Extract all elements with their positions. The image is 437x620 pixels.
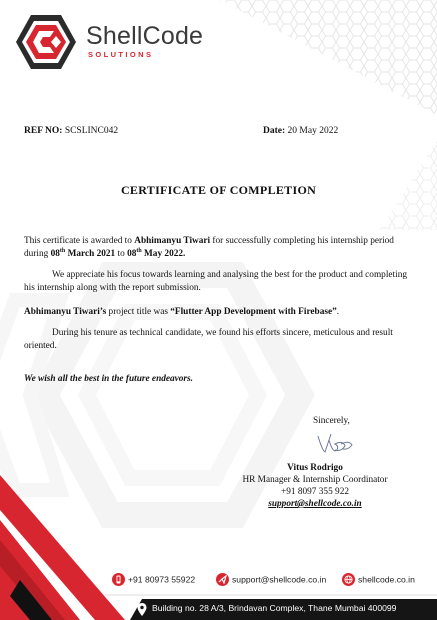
globe-icon [342, 573, 355, 586]
shellcode-hexagon-logo-icon [15, 14, 77, 70]
certificate-title: CERTIFICATE OF COMPLETION [120, 183, 317, 197]
signer-name: Vitus Rodrigo [287, 463, 343, 473]
location-pin-icon [137, 603, 147, 616]
paragraph-appreciation: We appreciate his focus towards learning and analysing the best for the product and completing his internship along with the report submission. [24, 270, 408, 293]
footer-website[interactable]: shellcode.co.in [342, 573, 415, 586]
ref-number: REF NO: SCSLINC042 [24, 126, 119, 136]
paragraph-award: This certificate is awarded to Abhimanyu Tiwari for successfully completing his internship period during 08th March 2021 to 08th May 2022. [24, 236, 394, 259]
signer-email-link[interactable]: support@shellcode.co.in [268, 499, 362, 509]
footer-address-bar [130, 599, 437, 620]
footer-address: Building no. 28 A/3, Brindavan Complex, Thane Mumbai 400099 [152, 603, 397, 613]
issue-date: Date: 20 May 2022 [263, 126, 339, 136]
signature [315, 428, 355, 458]
brand-name: ShellCode [86, 22, 204, 50]
closing: Sincerely, [313, 416, 350, 426]
signer-block [220, 462, 410, 510]
paragraph-project: Abhimanyu Tiwari’s project title was “Flutter App Development with Firebase”. [24, 307, 340, 317]
signer-role: HR Manager & Internship Coordinator [242, 475, 388, 485]
phone-icon [112, 573, 125, 586]
signer-phone: +91 8097 355 922 [281, 487, 349, 497]
email-icon [216, 573, 229, 586]
brand [86, 22, 203, 59]
footer-email[interactable]: support@shellcode.co.in [216, 573, 326, 586]
footer-phone[interactable]: +91 80973 55922 [112, 573, 195, 586]
paragraph-tenure: During his tenure as technical candidate, we found his efforts sincere, meticulous and result oriented. [24, 328, 393, 351]
paragraph-wishes: We wish all the best in the future endeavors. [24, 374, 193, 384]
brand-subtitle: SOLUTIONS [88, 50, 154, 59]
